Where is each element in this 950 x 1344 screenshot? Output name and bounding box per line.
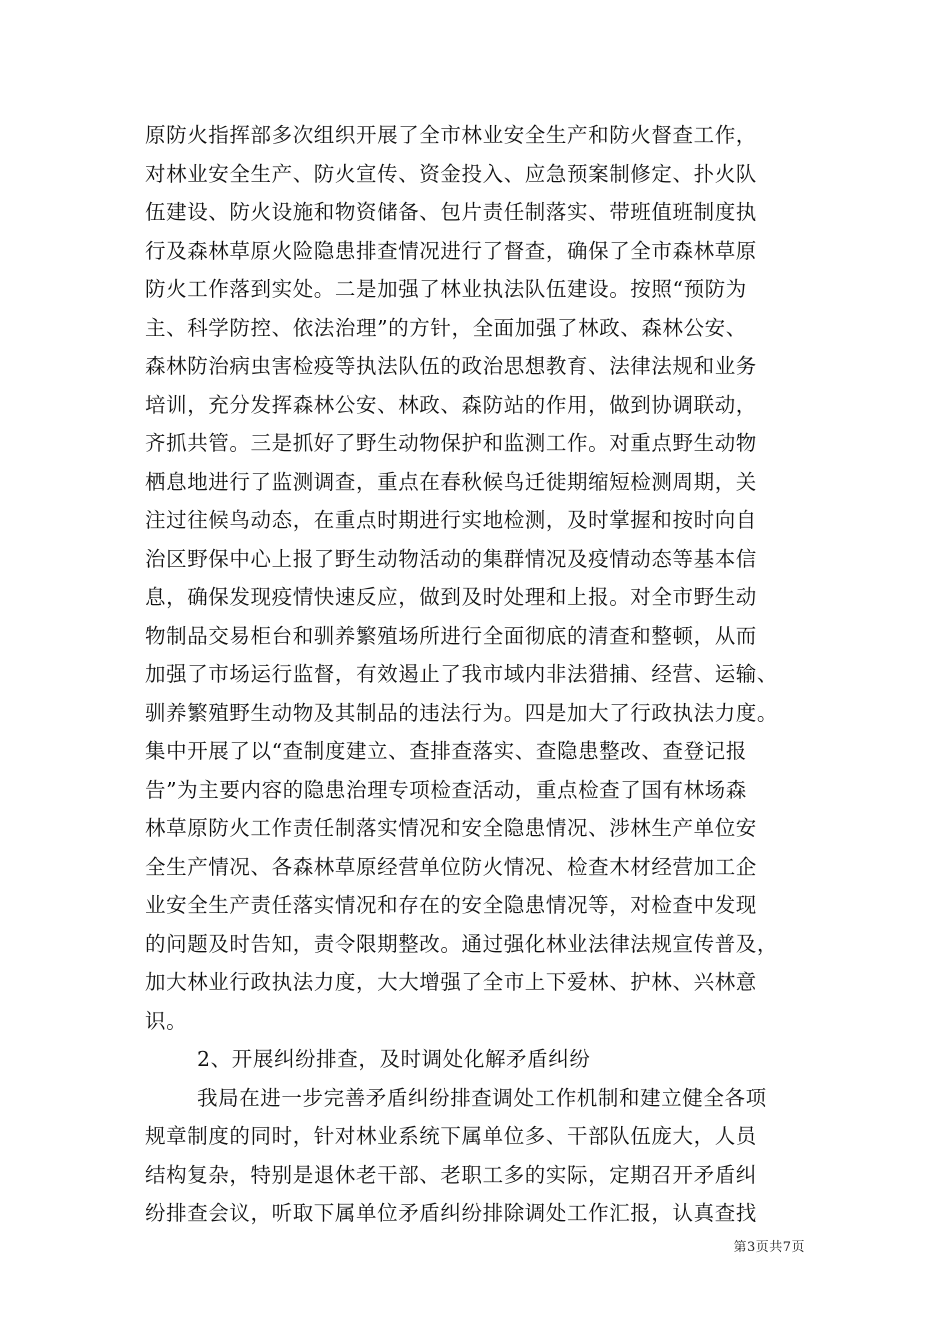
text-line: 识。 bbox=[145, 1008, 188, 1033]
text-line: 注过往候鸟动态，在重点时期进行实地检测，及时掌握和按时向自 bbox=[145, 508, 757, 532]
text-line: 纷排查会议，听取下属单位矛盾纠纷排除调处工作汇报，认真查找 bbox=[145, 1201, 757, 1225]
text-line: 结构复杂，特别是退休老干部、老职工多的实际，定期召开矛盾纠 bbox=[145, 1162, 757, 1187]
text-line: 防火工作落到实处。二是加强了林业执法队伍建设。按照“预防为 bbox=[145, 277, 747, 301]
text-line: 行及森林草原火险隐患排查情况进行了督查，确保了全市森林草原 bbox=[145, 238, 757, 263]
section-heading: 2、开展纠纷排查，及时调处化解矛盾纠纷 bbox=[197, 1047, 591, 1071]
text-line: 业安全生产责任落实情况和存在的安全隐患情况等，对检查中发现 bbox=[145, 893, 757, 917]
page-number: 第3页共7页 bbox=[733, 1240, 805, 1255]
text-line: 息，确保发现疫情快速反应，做到及时处理和上报。对全市野生动 bbox=[145, 585, 757, 609]
text-line: 我局在进一步完善矛盾纠纷排查调处工作机制和建立健全各项 bbox=[197, 1085, 767, 1110]
text-line: 物制品交易柜台和驯养繁殖场所进行全面彻底的清查和整顿，从而 bbox=[145, 623, 757, 648]
text-line: 伍建设、防火设施和物资储备、包片责任制落实、带班值班制度执 bbox=[145, 200, 757, 224]
text-line: 原防火指挥部多次组织开展了全市林业安全生产和防火督查工作， bbox=[145, 123, 757, 147]
text-line: 告”为主要内容的隐患治理专项检查活动，重点检查了国有林场森 bbox=[145, 777, 747, 802]
text-line: 主、科学防控、依法治理”的方针，全面加强了林政、森林公安、 bbox=[145, 315, 747, 340]
text-line: 驯养繁殖野生动物及其制品的违法行为。四是加大了行政执法力度。 bbox=[145, 700, 778, 725]
text-line: 加大林业行政执法力度，大大增强了全市上下爱林、护林、兴林意 bbox=[145, 970, 757, 994]
text-line: 治区野保中心上报了野生动物活动的集群情况及疫情动态等基本信 bbox=[145, 546, 757, 571]
text-line: 加强了市场运行监督，有效遏止了我市域内非法猎捕、经营、运输、 bbox=[145, 662, 778, 686]
text-line: 对林业安全生产、防火宣传、资金投入、应急预案制修定、扑火队 bbox=[145, 161, 757, 186]
text-line: 培训，充分发挥森林公安、林政、森防站的作用，做到协调联动， bbox=[145, 392, 757, 417]
page-footer bbox=[0, 1236, 950, 1255]
body-text bbox=[145, 116, 815, 1233]
text-line: 林草原防火工作责任制落实情况和安全隐患情况、涉林生产单位安 bbox=[145, 816, 757, 840]
text-line: 栖息地进行了监测调查，重点在春秋候鸟迁徙期缩短检测周期，关 bbox=[145, 469, 757, 494]
text-line: 森林防治病虫害检疫等执法队伍的政治思想教育、法律法规和业务 bbox=[145, 354, 757, 378]
text-line: 齐抓共管。三是抓好了野生动物保护和监测工作。对重点野生动物 bbox=[145, 431, 757, 455]
text-line: 集中开展了以“查制度建立、查排查落实、查隐患整改、查登记报 bbox=[145, 739, 747, 763]
text-line: 全生产情况、各森林草原经营单位防火情况、检查木材经营加工企 bbox=[145, 854, 757, 879]
text-line: 规章制度的同时，针对林业系统下属单位多、干部队伍庞大，人员 bbox=[145, 1124, 757, 1148]
text-line: 的问题及时告知，责令限期整改。通过强化林业法律法规宣传普及， bbox=[145, 931, 778, 956]
